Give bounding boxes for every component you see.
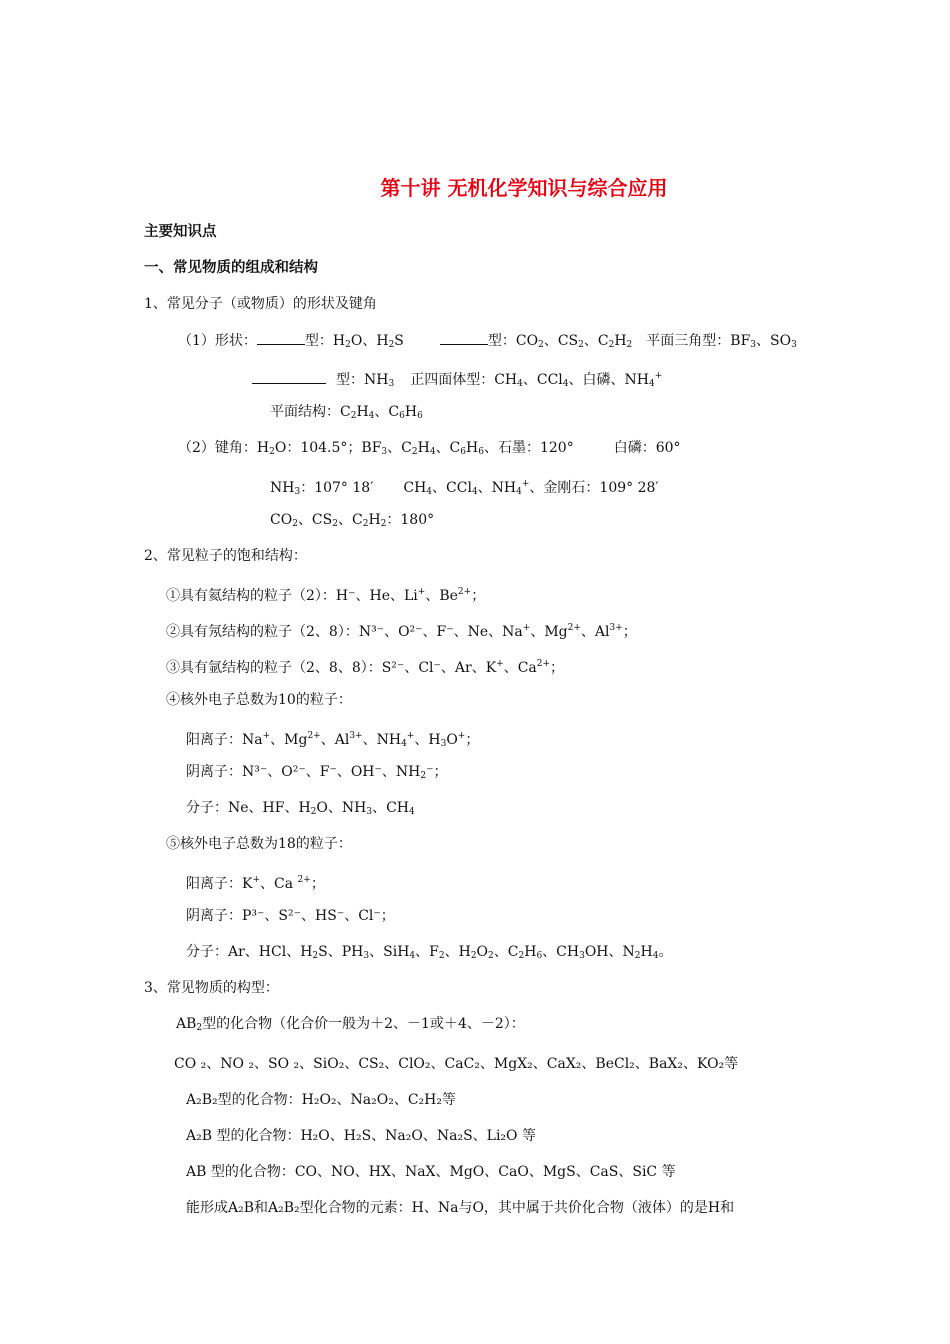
shape-row-1: （1）形状： 型：$H_2O$、$H_2S$ 型：$CO_2$、$CS_2$、$C_2H_2$ 平面三角型：$BF_3$、$SO_3$ [178, 330, 797, 355]
eighteen-electron-molecules: 分子：Ar、HCl、$H_2S$、$PH_3$、SiH$_4$、$F_2$、$H_2O_2$、$C_2H_6$、$CH_3OH$、$N_2H_4$。 [186, 944, 673, 961]
page-title: 第十讲 无机化学知识与综合应用 [380, 176, 668, 200]
eighteen-electron-anions: 阴离子：P³⁻、S²⁻、HS⁻、Cl⁻； [186, 908, 395, 924]
ab2-heading: $AB_2$型的化合物（化合价一般为＋2、－1或＋4、－2）： [176, 1016, 525, 1033]
blank-line [257, 330, 305, 345]
section-heading: 一、常见物质的组成和结构 [144, 260, 318, 276]
main-points-heading: 主要知识点 [144, 224, 217, 240]
ten-electron-anions: 阴离子：N³⁻、O²⁻、F⁻、OH⁻、$NH_2^-$； [186, 764, 448, 781]
a2b-a2b2-elements: 能形成A₂B和A₂B₂型化合物的元素：H、Na与O，其中属于共价化合物（液体）的是H和 [186, 1200, 735, 1216]
item-3-heading: 3、常见物质的构型： [144, 980, 279, 996]
ten-electron-molecules: 分子：Ne、HF、$H_2O$、$NH_3$、$CH_4$ [186, 800, 415, 817]
argon-structure: ③具有氩结构的粒子（2、8、8）：S²⁻、Cl⁻、Ar、K+、$Ca^{2+}$； [166, 659, 565, 676]
item-1-heading: 1、常见分子（或物质）的形状及键角 [144, 296, 377, 312]
ten-electron-heading: ④核外电子总数为10的粒子： [166, 692, 352, 708]
a2b2-compounds: A₂B₂型的化合物：H₂O₂、Na₂O₂、C₂H₂等 [186, 1092, 456, 1108]
ten-electron-cations: 阳离子：Na+、$Mg^{2+}$、$Al^{3+}$、$NH_4^+$、$H_3O^+$； [186, 731, 480, 749]
eighteen-electron-cations: 阳离子：K+、Ca $^{2+}$； [186, 875, 325, 892]
neon-structure: ②具有氖结构的粒子（2、8）：N³⁻、O²⁻、F⁻、Ne、Na+、$Mg^{2+}$、$Al^{3+}$； [166, 623, 637, 640]
shape-row-2: 型：$NH_3$ 正四面体型：$CH_4$、CCl$_4$、白磷、$NH_4^+$ [252, 366, 662, 394]
blank-line [252, 369, 326, 384]
eighteen-electron-heading: ⑤核外电子总数为18的粒子： [166, 836, 352, 852]
angle-row-2: $NH_3$：107° 18′ $CH_4$、CCl$_4$、$NH_4^+$、金刚石：109° 28′ [270, 479, 659, 497]
item-2-heading: 2、常见粒子的饱和结构： [144, 548, 307, 564]
a2b-compounds: A₂B 型的化合物：H₂O、H₂S、Na₂O、Na₂S、Li₂O 等 [186, 1128, 536, 1144]
blank-line [440, 330, 488, 345]
ab-compounds: AB 型的化合物：CO、NO、HX、NaX、MgO、CaO、MgS、CaS、SiC 等 [186, 1164, 676, 1180]
angle-row-1: （2）键角：$H_2O$：104.5°；$BF_3$、$C_2H_4$、$C_6H_6$、石墨：120° 白磷：60° [178, 440, 681, 457]
helium-structure: ①具有氦结构的粒子（2）：H⁻、He、Li+、$Be^{2+}$； [166, 587, 486, 604]
angle-row-3: $CO_2$、$CS_2$、$C_2H_2$：180° [270, 512, 435, 529]
shape-row-3: 平面结构：$C_2H_4$、$C_6H_6$ [270, 404, 423, 421]
ab2-list: CO ₂、NO ₂、SO ₂、SiO₂、CS₂、ClO₂、CaC₂、MgX₂、CaX₂、BeCl₂、BaX₂、KO₂等 [174, 1056, 739, 1072]
